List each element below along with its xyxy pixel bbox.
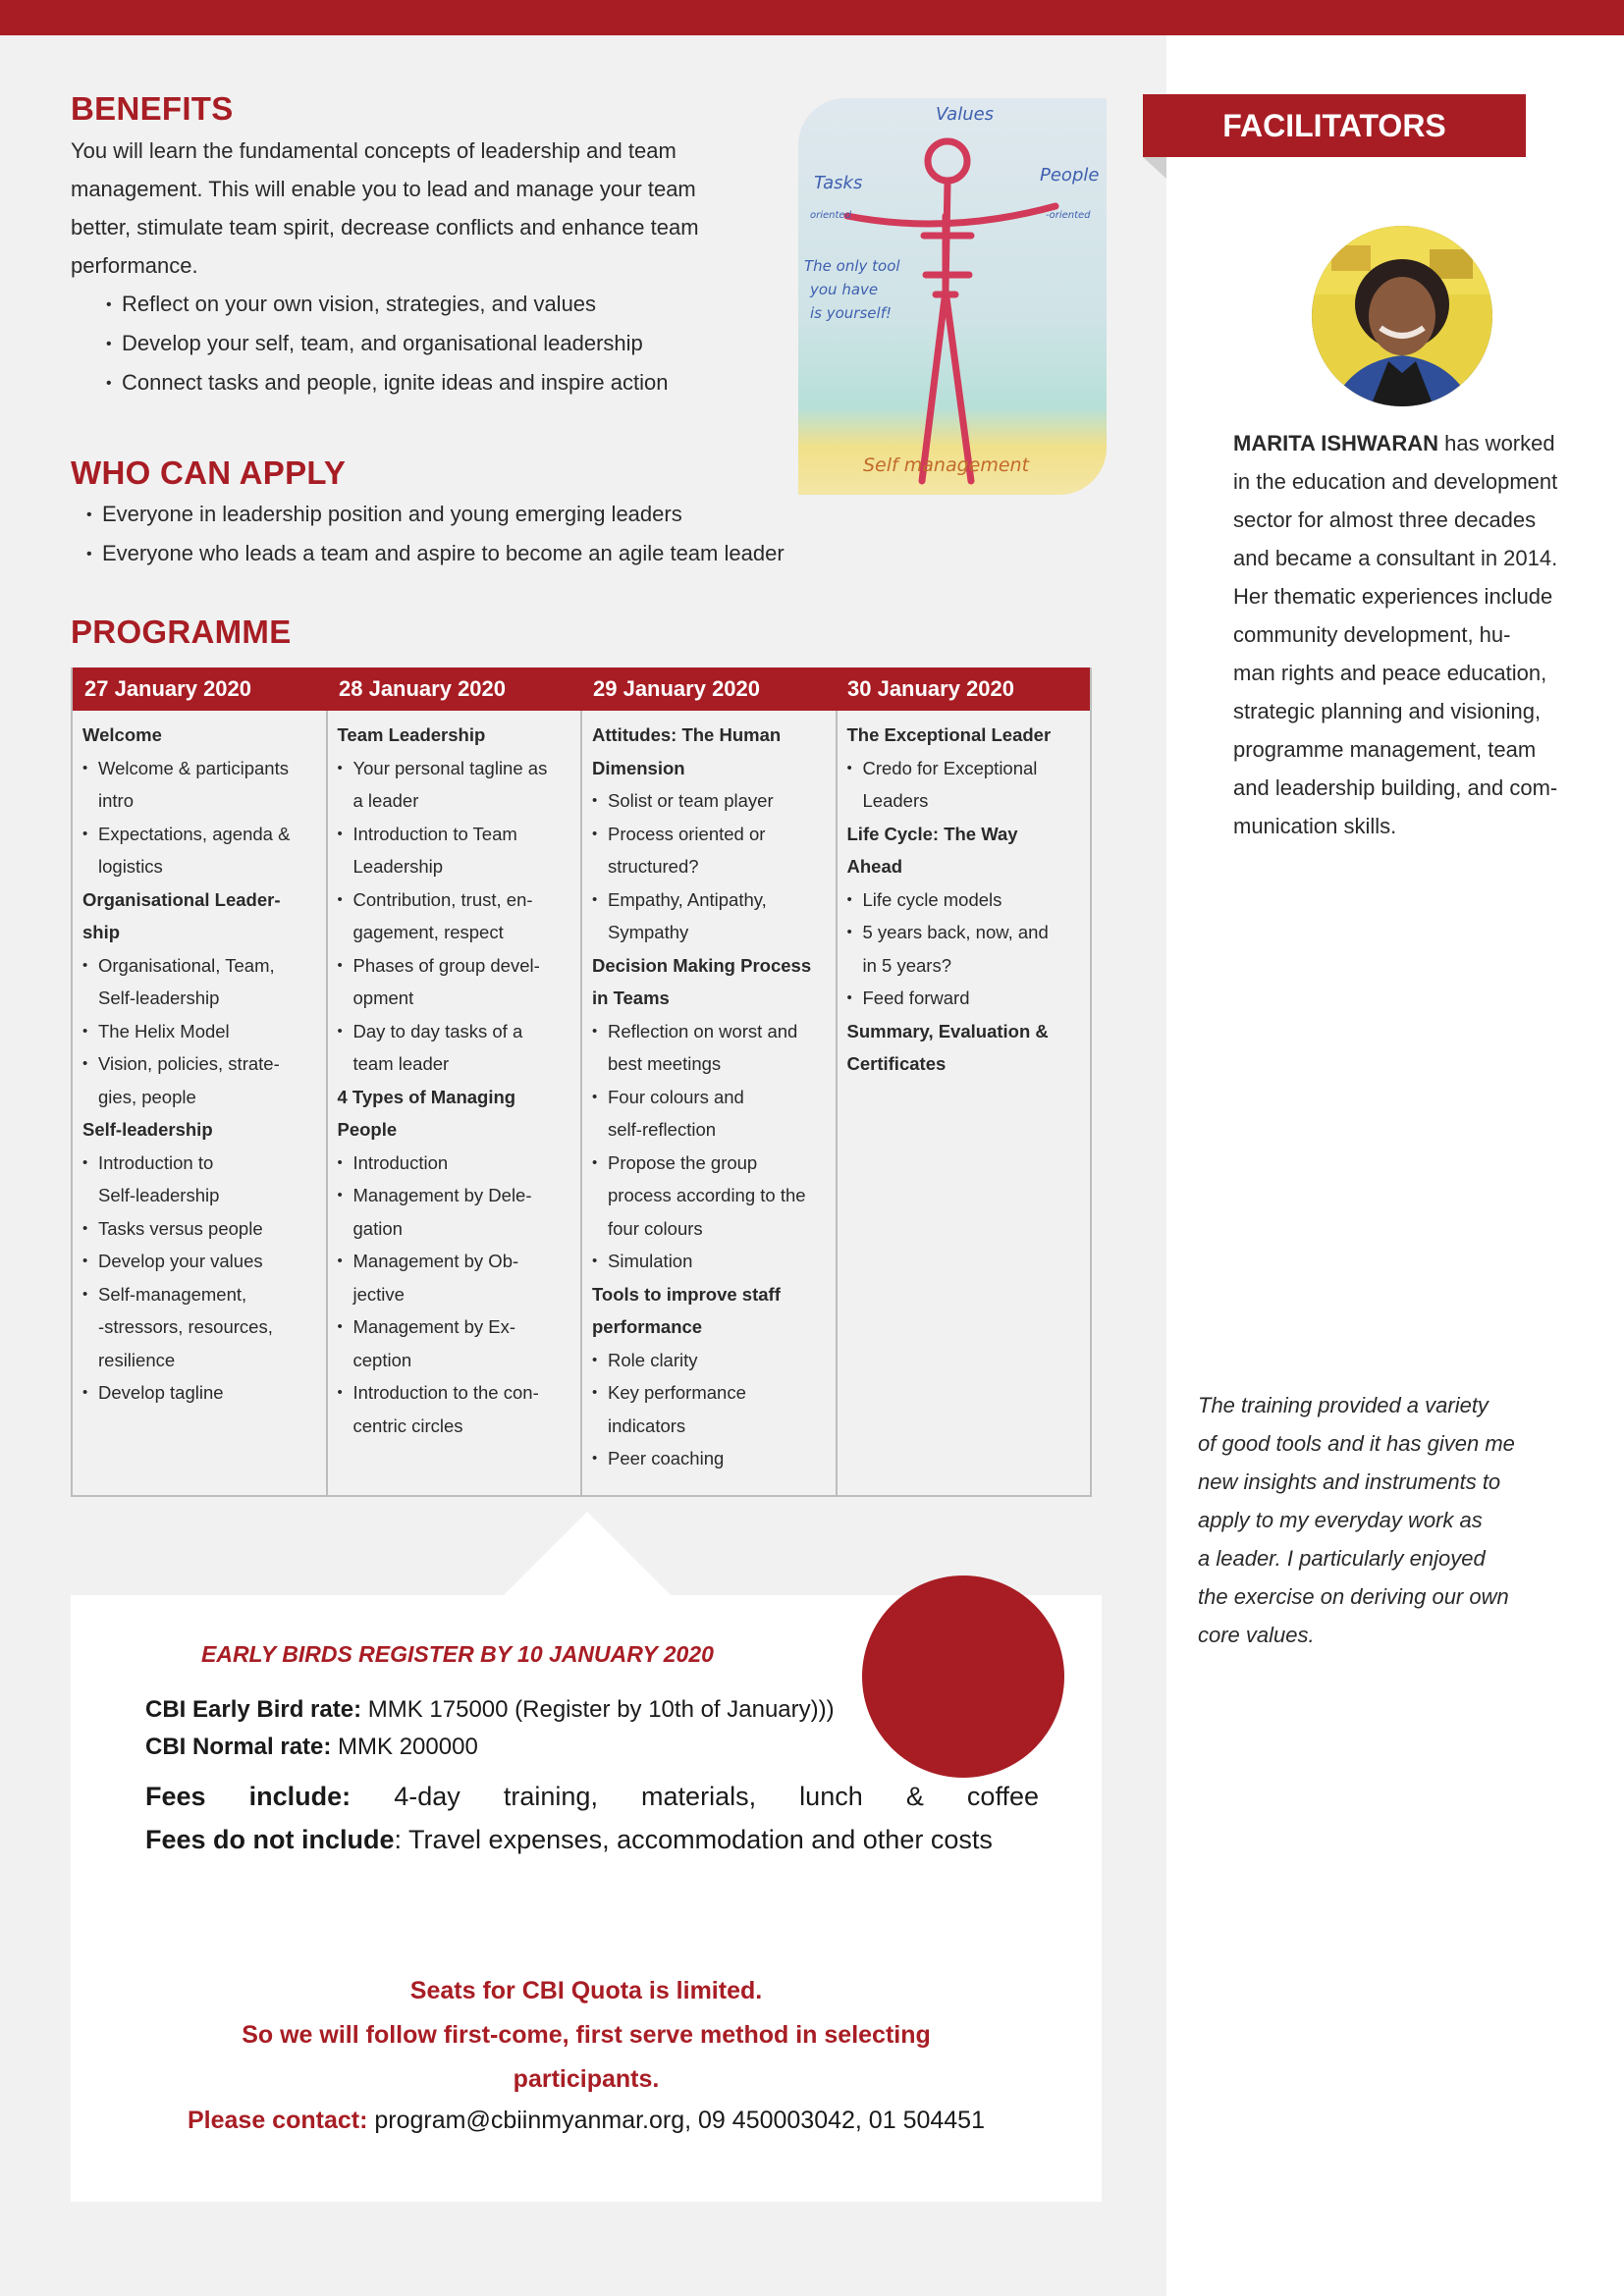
session-item: jective — [352, 1283, 405, 1305]
registration-notch — [503, 1512, 672, 1596]
session-item: • Tasks versus people — [82, 1212, 316, 1246]
bio-line: strategic planning and visioning, — [1233, 699, 1542, 723]
session-heading: performance — [592, 1316, 703, 1337]
programme-body — [73, 711, 1090, 1495]
session-heading: ship — [82, 922, 121, 942]
bio-line: programme management, team — [1233, 737, 1537, 762]
session-heading: The Exceptional Leader — [846, 724, 1052, 745]
day-header: 29 January 2020 — [593, 676, 761, 701]
seats-line: Seats for CBI Quota is limited. — [409, 1977, 763, 2004]
session-item: • Role clarity — [592, 1344, 826, 1377]
session-item: • Empathy, Antipathy, — [592, 883, 826, 917]
session-item: intro — [98, 790, 134, 811]
painting-values: Values — [936, 104, 995, 125]
fees-exclude — [145, 1818, 1039, 1861]
session-item: ception — [352, 1349, 412, 1370]
session-heading: 4 Types of Managing — [337, 1086, 516, 1107]
programme-table — [71, 667, 1092, 1497]
bio-line: Her thematic experiences include — [1233, 584, 1553, 609]
session-item: • Introduction to — [82, 1147, 316, 1180]
benefits-list — [106, 285, 668, 402]
session-item: Self-leadership — [98, 988, 220, 1008]
quote-line: of good tools and it has given me — [1198, 1431, 1515, 1456]
session-heading: Ahead — [846, 856, 903, 877]
session-item: team leader — [352, 1053, 450, 1074]
session-item: -stressors, resources, — [98, 1316, 273, 1337]
session-item: • Credo for Exceptional — [847, 752, 1081, 785]
session-heading: Tools to improve staff — [592, 1283, 781, 1305]
session-heading: Attitudes: The Human — [592, 724, 782, 745]
fees-include — [145, 1775, 1039, 1818]
session-item: • Phases of group devel- — [338, 949, 571, 983]
session-item: Sympathy — [608, 922, 689, 942]
session-item: • Management by Ex- — [338, 1310, 571, 1344]
day-header: 30 January 2020 — [847, 676, 1015, 701]
session-item: opment — [352, 988, 414, 1008]
session-item: • Introduction — [338, 1147, 571, 1180]
session-item: indicators — [608, 1415, 686, 1436]
session-item: • Introduction to the con- — [338, 1376, 571, 1410]
painting-oriented-right: -oriented — [1046, 210, 1091, 221]
session-item: • Life cycle models — [847, 883, 1081, 917]
session-item: centric circles — [352, 1415, 463, 1436]
normal-rate-value: MMK 200000 — [331, 1734, 478, 1760]
programme-heading: PROGRAMME — [71, 614, 292, 650]
session-item: Leadership — [352, 856, 444, 877]
quote-line: apply to my everyday work as — [1198, 1508, 1483, 1532]
avatar-drawing — [1312, 226, 1492, 406]
contact-line — [71, 2107, 1102, 2135]
session-heading: People — [337, 1119, 398, 1140]
self-management-painting — [798, 98, 1107, 495]
benefits-text — [71, 132, 778, 285]
painting-oriented-left: oriented — [810, 210, 851, 221]
session-heading: Life Cycle: The Way — [846, 823, 1018, 844]
painting-self-management: Self management — [863, 454, 1030, 476]
bio-line: community development, hu- — [1233, 622, 1511, 647]
session-item: • 5 years back, now, and — [847, 916, 1081, 949]
session-item: • Self-management, — [82, 1278, 316, 1311]
session-item: • Develop your values — [82, 1245, 316, 1278]
who-heading: WHO CAN APPLY — [71, 454, 347, 491]
quote-line: a leader. I particularly enjoyed — [1198, 1546, 1486, 1571]
list-item: • Everyone who leads a team and aspire to become an agile team leader — [86, 534, 785, 573]
session-item: • Introduction to Team — [338, 818, 571, 851]
bio-line-text: has worked — [1437, 431, 1555, 455]
session-heading: in Teams — [592, 988, 670, 1008]
quote-line: the exercise on deriving our own — [1198, 1584, 1509, 1609]
benefits-line: performance. — [71, 253, 198, 278]
facilitator-bio — [1233, 424, 1587, 845]
list-item: • Connect tasks and people, ignite ideas and inspire action — [106, 363, 668, 402]
session-item: gagement, respect — [352, 922, 504, 942]
bio-line: and leadership building, and com- — [1233, 775, 1558, 800]
decorative-red-circle — [862, 1575, 1064, 1778]
benefits-line: You will learn the fundamental concepts of leadership and team — [71, 138, 677, 163]
fees-exclude-label: Fees do not include — [145, 1825, 395, 1854]
painting-people: People — [1040, 165, 1100, 186]
day-column-2 — [328, 711, 583, 1495]
early-bird-label: CBI Early Bird rate: — [145, 1696, 362, 1723]
benefits-heading: BENEFITS — [71, 90, 234, 127]
session-item: gies, people — [98, 1086, 196, 1107]
contact-value: program@cbiinmyanmar.org, 09 450003042, 01 504451 — [367, 2107, 985, 2134]
facilitator-avatar — [1312, 226, 1492, 406]
session-heading: Organisational Leader- — [82, 888, 281, 910]
session-item: • Management by Ob- — [338, 1245, 571, 1278]
session-item: • Reflection on worst and — [592, 1015, 826, 1048]
fees-include-label: Fees include: — [145, 1782, 352, 1811]
session-item: a leader — [352, 790, 419, 811]
session-heading: Dimension — [592, 757, 685, 778]
session-item: self-reflection — [608, 1119, 717, 1140]
session-heading: Self-leadership — [82, 1119, 213, 1140]
normal-rate — [145, 1734, 478, 1761]
list-item: • Everyone in leadership position and young emerging leaders — [86, 495, 785, 534]
early-bird-value: MMK 175000 (Register by 10th of January))) — [361, 1696, 835, 1723]
session-item: • Feed forward — [847, 982, 1081, 1015]
session-item: best meetings — [608, 1053, 722, 1074]
painting-tool-1: The only tool — [804, 257, 900, 275]
bio-line — [1233, 424, 1587, 462]
bio-line: sector for almost three decades — [1233, 507, 1537, 532]
day-header: 28 January 2020 — [339, 676, 507, 701]
painting-drawing — [798, 98, 1107, 495]
painting-tool-3: is yourself! — [810, 304, 892, 322]
session-item: • Key performance — [592, 1376, 826, 1410]
painting-tasks: Tasks — [814, 173, 863, 193]
bio-line: munication skills. — [1233, 814, 1397, 838]
session-item: • Organisational, Team, — [82, 949, 316, 983]
session-heading: Decision Making Process — [592, 954, 812, 976]
heading-fold — [1143, 157, 1166, 179]
quote-line: new insights and instruments to — [1198, 1469, 1501, 1494]
session-item: • Propose the group — [592, 1147, 826, 1180]
painting-tool-2: you have — [810, 281, 879, 298]
day-column-3 — [582, 711, 838, 1495]
testimonial-quote — [1198, 1386, 1551, 1654]
session-item: structured? — [608, 856, 699, 877]
benefits-line: management. This will enable you to lead and manage your team — [71, 177, 696, 201]
day-column-1 — [73, 711, 328, 1495]
facilitator-name: MARITA ISHWARAN — [1233, 431, 1438, 455]
early-bird-notice: EARLY BIRDS REGISTER BY 10 JANUARY 2020 — [201, 1641, 714, 1667]
session-item: • Your personal tagline as — [338, 752, 571, 785]
bio-line: in the education and development — [1233, 469, 1558, 494]
session-item: resilience — [98, 1349, 176, 1370]
normal-rate-label: CBI Normal rate: — [145, 1734, 332, 1760]
session-heading: Summary, Evaluation & — [846, 1020, 1049, 1041]
fees-include-value: 4-day training, materials, lunch & coffee — [351, 1782, 1039, 1811]
session-item: • Simulation — [592, 1245, 826, 1278]
session-item: • Peer coaching — [592, 1442, 826, 1475]
session-item: logistics — [98, 856, 163, 877]
programme-header-row — [73, 667, 1090, 711]
session-item: • Vision, policies, strate- — [82, 1047, 316, 1081]
session-item: four colours — [608, 1217, 703, 1239]
facilitators-heading: FACILITATORS — [1143, 94, 1526, 157]
list-item: • Reflect on your own vision, strategies, and values — [106, 285, 668, 324]
list-item: • Develop your self, team, and organisational leadership — [106, 324, 668, 363]
quote-line: core values. — [1198, 1623, 1315, 1647]
bio-line: and became a consultant in 2014. — [1233, 546, 1558, 570]
contact-label: Please contact: — [188, 2107, 368, 2134]
session-heading: Certificates — [846, 1053, 947, 1074]
session-heading: Welcome — [82, 724, 162, 745]
benefits-line: better, stimulate team spirit, decrease conflicts and enhance team — [71, 215, 699, 240]
session-item: • Management by Dele- — [338, 1179, 571, 1212]
seats-line: So we will follow first-come, first serve method in selecting — [242, 2021, 931, 2049]
day-header: 27 January 2020 — [84, 676, 252, 701]
day-column-4 — [838, 711, 1091, 1495]
early-bird-rate — [145, 1696, 835, 1724]
session-heading: Team Leadership — [337, 724, 486, 745]
session-item: process according to the — [608, 1185, 806, 1205]
session-item: • Solist or team player — [592, 784, 826, 818]
session-item: gation — [352, 1217, 403, 1239]
session-item: in 5 years? — [862, 954, 951, 976]
bio-line: man rights and peace education, — [1233, 661, 1547, 685]
session-item: • Process oriented or — [592, 818, 826, 851]
top-banner — [0, 0, 1624, 35]
session-item: • Contribution, trust, en- — [338, 883, 571, 917]
session-item: Self-leadership — [98, 1185, 220, 1205]
session-item: • Four colours and — [592, 1081, 826, 1114]
quote-line: The training provided a variety — [1198, 1393, 1489, 1417]
session-item: Leaders — [862, 790, 929, 811]
session-item: • Develop tagline — [82, 1376, 316, 1410]
session-item: • Day to day tasks of a — [338, 1015, 571, 1048]
fees-exclude-value: : Travel expenses, accommodation and other costs — [394, 1825, 993, 1854]
session-item: • Expectations, agenda & — [82, 818, 316, 851]
who-list — [86, 495, 785, 573]
session-item: • The Helix Model — [82, 1015, 316, 1048]
seats-notice — [71, 1969, 1102, 2102]
session-item: • Welcome & participants — [82, 752, 316, 785]
seats-line: participants. — [513, 2065, 660, 2093]
